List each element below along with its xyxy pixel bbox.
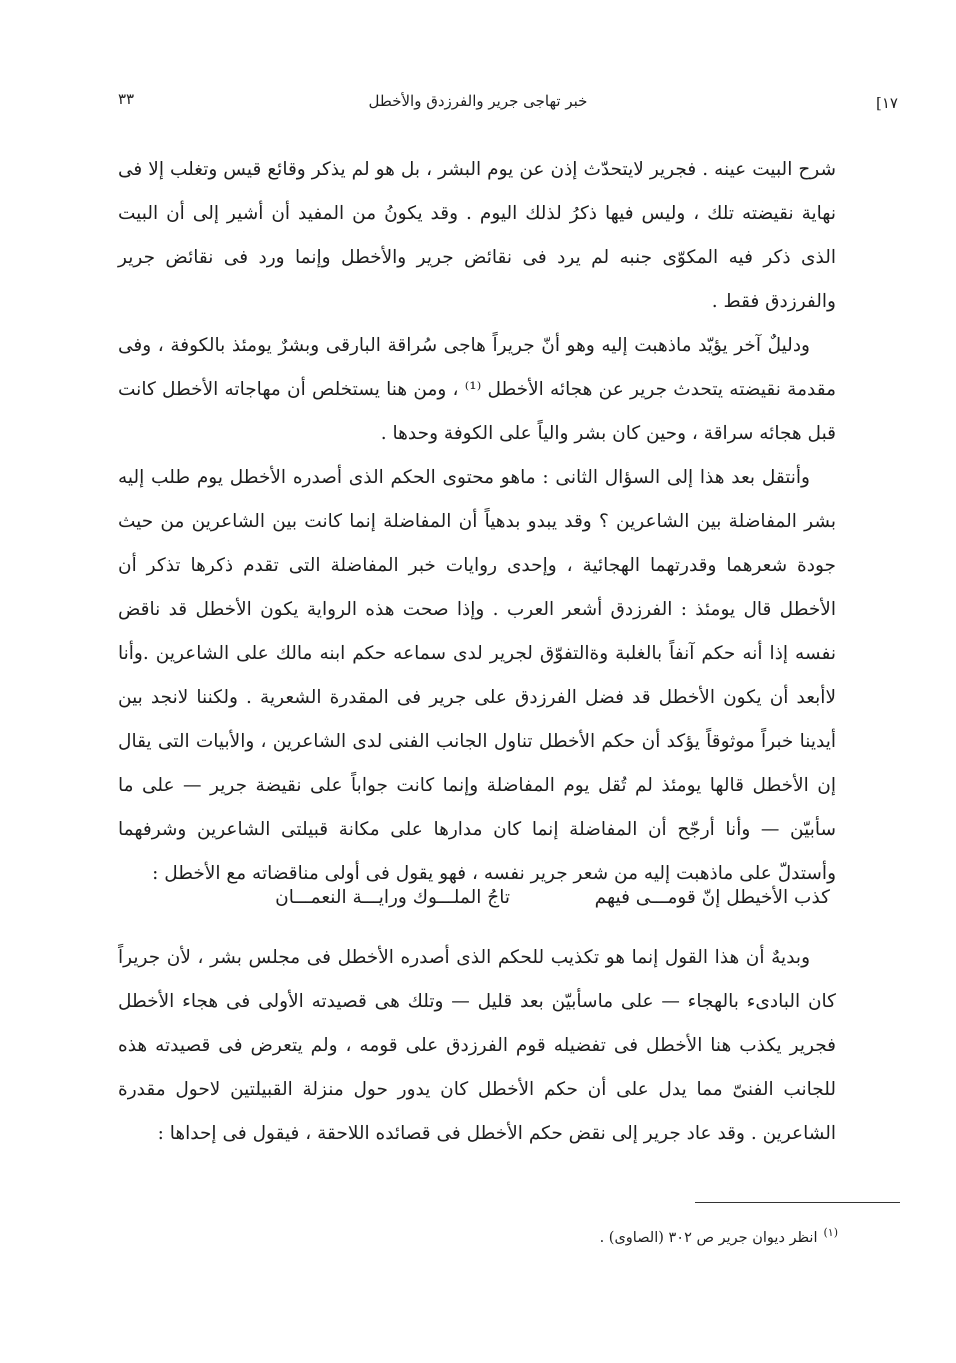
footnote-marker: (١) bbox=[823, 1226, 838, 1239]
footnote-divider bbox=[695, 1202, 900, 1203]
verse-hemistich-2: تاجُ الملـــوك ورايـــة النعمـــان bbox=[275, 887, 510, 908]
footnote bbox=[400, 1226, 838, 1246]
verse-hemistich-1: كذب الأخيطل إنّ قومـــى فيهم bbox=[594, 887, 830, 908]
paragraph-3: وأنتقل بعد هذا إلى السؤال الثانى : ماهو محتوى الحكم الذى أصدره الأخطل يوم طلب إليه بشر المفاضلة بين الشاعرين ؟ وقد يبدو بدهياً أن المفاضلة إنما كانت بين الشاعرين من حيث جودة شعرهما وقدرتهما الهجائية ، وإحدى روايات خبر المفاضلة التى تقدم ذكرها تذكر أن الأخطل قال يومئذ : الفرزدق أشعر العرب . وإذا صحت هذه الرواية يكون الأخطل قد ناقض نفسه إذا أنه حكم آنفاً بالغلبة وةالتفوّق لجرير لدى سماعه حكم ابنه مالك على الشاعرين .وأنا لاأبعد أن يكون الأخطل قد فضل الفرزدق على جرير فى المقدرة الشعرية . ولكننا لانجد بين أيدينا خبراً موثوقاً يؤكد أن حكم الأخطل تناول الجانب الفنى لدى الشاعرين ، والأبيات التى يقال إن الأخطل قالها يومئذ لم تُقل يوم المفاضلة وإنما كانت جواباً على نقيضة جرير — على ما سأبيّن — وأنا أرجّح أن المفاضلة إنما كان مدارها على مكانة قبيلتى الشاعرين وشرفهما وأستدلّ على ماذهبت إليه من شعر جرير نفسه ، فهو يقول فى أولى مناقضاته مع الأخطل : bbox=[118, 467, 836, 884]
main-text-continued bbox=[118, 936, 836, 1156]
running-title: خبر تهاجى جرير والفرزدق والأخطل bbox=[368, 92, 588, 110]
main-text bbox=[118, 148, 836, 896]
poetry-verse bbox=[180, 887, 830, 931]
page-number: ٣٣ bbox=[118, 90, 135, 108]
paragraph-2: ودليلٌ آخر يؤيّد ماذهبت إليه وهو أنّ جريراً هاجى سُراقة البارقى وبشرٌ يومئذ بالكوفة ، وفى مقدمة نقيضته يتحدث جرير عن هجائه الأخطل ⁽¹⁾ ، ومن هنا يستخلص أن مهاجاته الأخطل كانت قبل هجائه سراقة ، وحين كان بشر والياً على الكوفة وحدها . bbox=[118, 335, 836, 444]
page-header bbox=[0, 86, 956, 116]
section-marker: [١٧ bbox=[876, 94, 898, 112]
paragraph-4: وبديهٌ أن هذا القول إنما هو تكذيب للحكم الذى أصدره الأخطل فى مجلس بشر ، لأن جريراً كان البادىء بالهجاء — على ماسأبيّن بعد قليل — وتلك هى قصيدته الأولى فى هجاء الأخطل فجرير يكذب هنا الأخطل فى تفضيله قوم الفرزدق على قومه ، ولم يتعرض فى قصيدته هذه للجانب الفنىّ مما يدل على أن حكم الأخطل كان يدور حول منزلة القبيلتين لاحول مقدرة الشاعرين . وقد عاد جرير إلى نقض حكم الأخطل فى قصائده اللاحقة ، فيقول فى إحداها : bbox=[118, 947, 836, 1144]
footnote-text: انظر ديوان جرير ص ٣٠٢ (الصاوى) . bbox=[599, 1229, 818, 1246]
paragraph-1: شرح البيت عينه . فجرير لايتحدّث إذن عن يوم البشر ، بل هو لم يذكر وقائع قيس وتغلب إلا فى نهاية نقيضته تلك ، وليس فيها ذكرُ لذلك اليوم . وقد يكونُ من المفيد أن أشير إلى أن البيت الذى ذكر فيه المكوّى جنبه لم يرد فى نقائض جرير والأخطل وإنما ورد فى نقائض جرير والفرزدق فقط . bbox=[118, 159, 836, 312]
